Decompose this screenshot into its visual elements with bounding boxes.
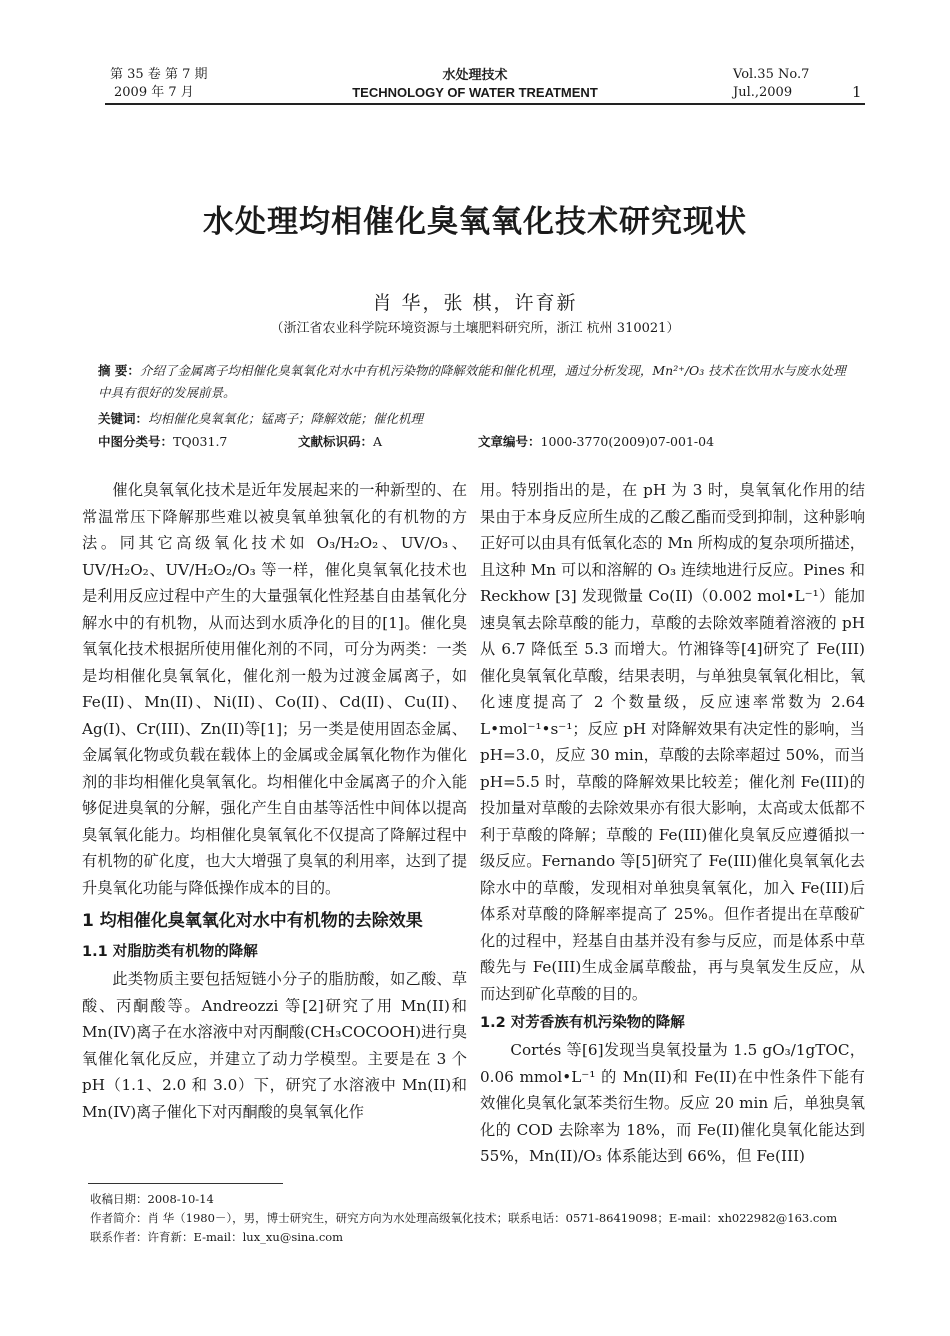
keywords-label: 关键词：	[98, 411, 149, 426]
section-1-1-paragraph: 此类物质主要包括短链小分子的脂肪酸，如乙酸、草酸、丙酮酸等。Andreozzi 等[2]研究了用 Mn(II)和 Mn(IV)离子在水溶液中对丙酮酸(CH₃COCOOH)进行臭氧催化氧化反应，并建立了动力学模型。主要是在 3 个 pH（1.1、2.0 和 3.0）下，研究了水溶液中 Mn(II)和 Mn(IV)离子催化下对丙酮酸的臭氧氧化作	[82, 970, 467, 1121]
author-list: 肖 华，张 棋，许育新	[372, 292, 578, 314]
clc-number	[98, 431, 227, 453]
author-affiliation: （浙江省农业科学院环境资源与土壤肥料研究所，浙江 杭州 310021）	[270, 321, 680, 336]
keywords-text: 均相催化臭氧氧化；锰离子；降解效能；催化机理	[148, 411, 424, 426]
document-code	[298, 431, 382, 453]
doc-code-value: A	[373, 434, 383, 449]
journal-name-cn: 水处理技术	[442, 67, 508, 82]
section-1-2-paragraph: Cortés 等[6]发现当臭氧投量为 1.5 gO₃/1gTOC，0.06 mmol•L⁻¹ 的 Mn(II)和 Fe(II)在中性条件下能有效催化臭氧化氯苯类衍生物。反应 20 min 后，单独臭氧化的 COD 去除率为 18%，而 Fe(II)催化臭氧化能达到 55%，Mn(II)/O₃ 体系能达到 66%，但 Fe(III)	[480, 1041, 865, 1165]
abstract-label: 摘 要：	[98, 363, 140, 378]
clc-value: TQ031.7	[173, 434, 228, 449]
continuation-paragraph: 用。特别指出的是，在 pH 为 3 时，臭氧氧化作用的结果由于本身反应所生成的乙酸乙酯而受到抑制，这种影响正好可以由具有低氧化态的 Mn 所构成的复杂项所描述，且这种 Mn 可以和溶解的 O₃ 连续地进行反应。Pines 和 Reckhow [3] 发现微量 Co(II)（0.002 mol•L⁻¹）能加速臭氧去除草酸的能力，草酸的去除效率随着溶液的 pH 从 6.7 降低至 5.3 而增大。竹湘锋等[4]研究了 Fe(III)催化臭氧氧化草酸，结果表明，与单独臭氧氧化相比，氧化速度提高了 2 个数量级，反应速率常数为 2.64 L•mol⁻¹•s⁻¹；反应 pH 对降解效果有决定性的影响，当 pH=3.0，反应 30 min，草酸的去除率超过 50%，而当 pH=5.5 时，草酸的降解效果比较差；催化剂 Fe(III)的投加量对草酸的去除效果亦有很大影响，太高或太低都不利于草酸的降解；草酸的 Fe(III)催化臭氧反应遵循拟一级反应。Fernando 等[5]研究了 Fe(III)催化臭氧氧化去除水中的草酸，发现相对单独臭氧氧化，加入 Fe(III)后体系对草酸的降解率提高了 25%。但作者提出在草酸矿化的过程中，羟基自由基并没有参与反应，而是体系中草酸先与 Fe(III)生成金属草酸盐，再与臭氧发生反应，从而达到矿化草酸的目的。	[480, 481, 865, 1003]
page-number: 1	[852, 83, 862, 101]
section-1-heading: 1 均相催化臭氧氧化对水中有机物的去除效果	[82, 911, 423, 931]
right-column	[480, 477, 865, 1170]
keywords	[98, 408, 858, 430]
clc-label: 中图分类号：	[98, 434, 174, 449]
header-divider	[105, 103, 865, 105]
paper-title: 水处理均相催化臭氧氧化技术研究现状	[203, 204, 747, 240]
journal-volume-issue: 第 35 卷 第 7 期	[110, 67, 208, 82]
received-date: 收稿日期：2008-10-14	[90, 1192, 214, 1206]
left-column	[82, 477, 467, 1125]
footnote-divider	[88, 1183, 283, 1184]
section-1-2-heading: 1.2 对芳香族有机污染物的降解	[480, 1015, 685, 1031]
abstract	[98, 360, 858, 404]
journal-date-en: Jul.,2009	[733, 85, 793, 100]
journal-volume-en: Vol.35 No.7	[733, 67, 810, 82]
article-number-value: 1000-3770(2009)07-001-04	[540, 434, 715, 449]
abstract-text: 介绍了金属离子均相催化臭氧氧化对水中有机污染物的降解效能和催化机理，通过分析发现，Mn²⁺/O₃ 技术在饮用水与废水处理中具有很好的发展前景。	[98, 363, 846, 400]
contact-author: 联系作者：许育新：E-mail：lux_xu@sina.com	[90, 1230, 344, 1244]
intro-paragraph: 催化臭氧氧化技术是近年发展起来的一种新型的、在常温常压下降解那些难以被臭氧单独氧化的有机物的方法。同其它高级氧化技术如 O₃/H₂O₂、UV/O₃、UV/H₂O₂、UV/H₂O₂/O₃ 等一样，催化臭氧氧化技术也是利用反应过程中产生的大量强氧化性羟基自由基氧化分解水中的有机物，从而达到水质净化的目的[1]。催化臭氧氧化技术根据所使用催化剂的不同，可分为两类：一类是均相催化臭氧氧化，催化剂一般为过渡金属离子，如 Fe(II)、Mn(II)、Ni(II)、Co(II)、Cd(II)、Cu(II)、Ag(I)、Cr(III)、Zn(II)等[1]；另一类是使用固态金属、金属氧化物或负载在载体上的金属或金属氧化物作为催化剂的非均相催化臭氧氧化。均相催化中金属离子的介入能够促进臭氧的分解，强化产生自由基等活性中间体以提高臭氧氧化能力。均相催化臭氧氧化不仅提高了降解过程中有机物的矿化度，也大大增强了臭氧的利用率，达到了提升臭氧化功能与降低操作成本的目的。	[82, 481, 467, 897]
journal-name-en: TECHNOLOGY OF WATER TREATMENT	[352, 85, 598, 100]
article-number	[478, 431, 714, 453]
journal-date-cn: 2009 年 7 月	[114, 85, 194, 100]
section-1-1-heading: 1.1 对脂肪类有机物的降解	[82, 944, 258, 960]
doc-code-label: 文献标识码：	[298, 434, 374, 449]
author-bio: 作者简介：肖 华（1980－），男，博士研究生，研究方向为水处理高级氧化技术；联系电话：0571-86419098；E-mail：xh022982@163.com	[90, 1211, 838, 1225]
article-number-label: 文章编号：	[478, 434, 541, 449]
